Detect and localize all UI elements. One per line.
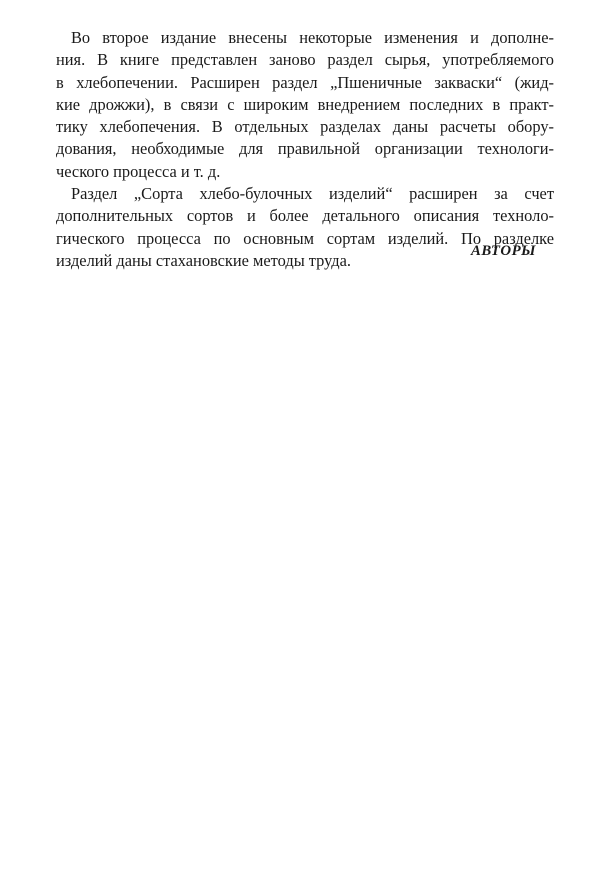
paragraph-1 [56,27,554,183]
preface-text [56,27,554,272]
text-line: гического процесса по основным сортам изделий. По разделке [56,228,554,248]
text-line: ческого процесса и т. д. [56,161,221,181]
text-line: тику хлебопечения. В отдельных разделах даны расчеты обору- [56,117,554,137]
text-line: изделий даны стахановские методы труда. [56,250,352,270]
text-line: ния. В книге представлен заново раздел сырья, употребляемого [56,50,554,70]
signature-authors: АВТОРЫ [471,243,536,259]
text-line: дополнительных сортов и более детального описания техноло- [56,206,554,226]
text-line: кие дрожжи), в связи с широким внедрением последних в практ- [56,94,554,114]
text-line: в хлебопечении. Расширен раздел „Пшеничные закваски“ (жид- [56,72,554,92]
text-line: Во второе издание внесены некоторые изменения и дополне- [71,28,554,47]
text-line: Раздел „Сорта хлебо-булочных изделий“ расширен за счет [71,184,554,204]
text-line: дования, необходимые для правильной организации технологи- [56,139,554,159]
